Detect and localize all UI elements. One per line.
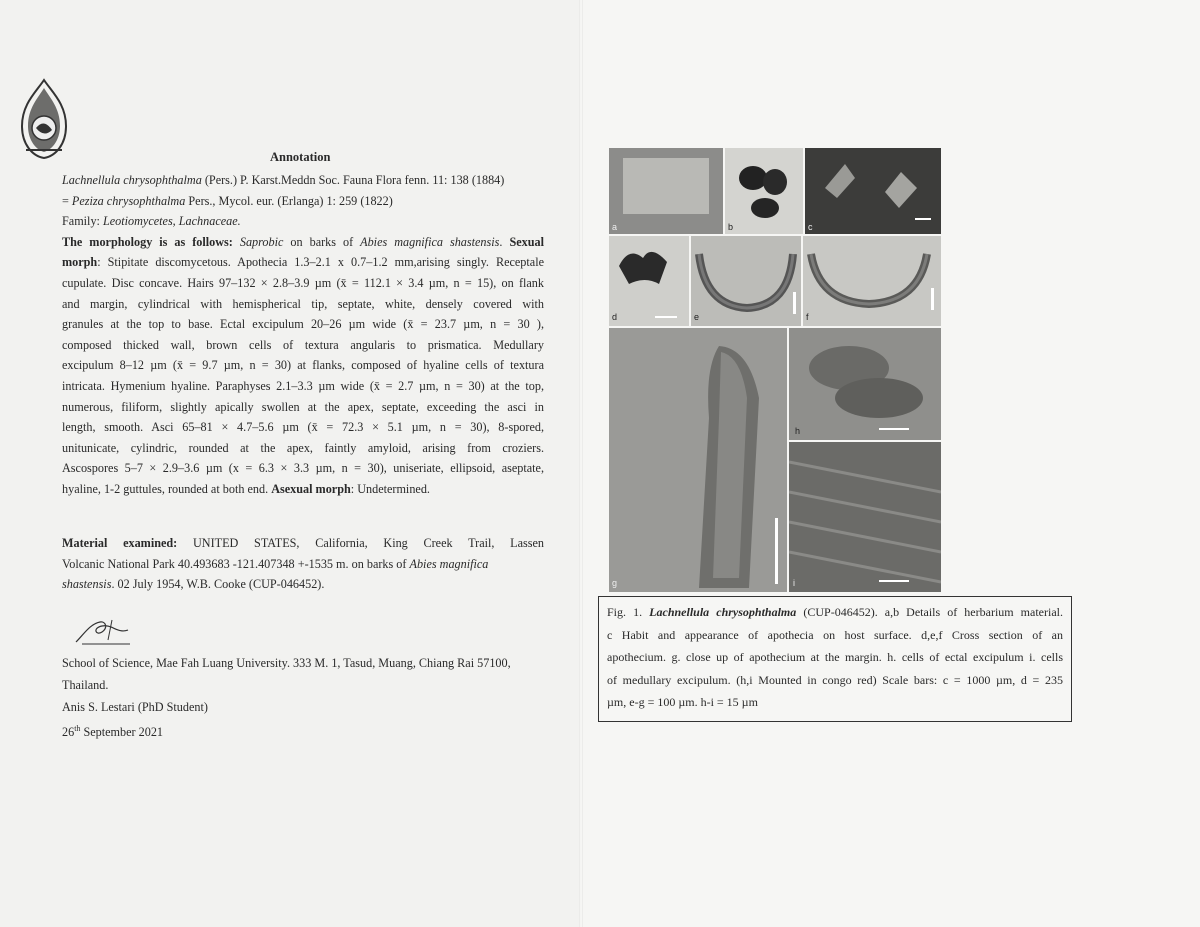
text-line: shastensis. 02 July 1954, W.B. Cooke (CUP-046452).: [62, 577, 325, 592]
panel-label: e: [694, 312, 700, 322]
panel-label: f: [806, 312, 809, 322]
caption-line: of medullary excipulum. (h,i Mounted in congo red) Scale bars: c = 1000 µm, d = 235: [607, 672, 1063, 687]
panel-label: b: [728, 222, 734, 232]
panel-d-section: [609, 236, 689, 326]
section-image: [803, 236, 941, 326]
address-line: School of Science, Mae Fah Luang University. 333 M. 1, Tasud, Muang, Chiang Rai 57100,: [62, 656, 511, 670]
date: 26th September 2021: [62, 724, 164, 740]
panel-label: h: [795, 426, 801, 436]
panel-f-section: [803, 236, 941, 326]
text-line: Material examined: UNITED STATES, California, King Creek Trail, Lassen: [62, 536, 544, 550]
text-line: cupulate. Disc concave. Hairs 97–132 × 2.8–3.9 µm (x̄ = 112.1 × 3.4 µm, n = 15), on flank: [62, 275, 544, 290]
panel-a-herbarium: [609, 148, 723, 234]
text-line: Family: Leotiomycetes, Lachnaceae.: [62, 214, 241, 229]
panel-label: c: [808, 222, 813, 232]
text-line: intricata. Hymenium hyaline. Paraphyses 2.1–3.3 µm wide (x̄ = 2.7 µm, n = 30) at the top,: [62, 378, 544, 393]
text-line: numerous, filiform, slightly apically swollen at the apex, septate, exceeding the asci in: [62, 399, 544, 414]
apothecia-image: [805, 148, 941, 234]
caption-line: µm, e-g = 100 µm. h-i = 15 µm: [607, 695, 758, 709]
panel-e-section: [691, 236, 801, 326]
address-line: Thailand.: [62, 678, 109, 692]
text-line: The morphology is as follows: Saprobic on barks of Abies magnifica shastensis. Sexual: [62, 234, 544, 249]
page-fold: [579, 0, 583, 927]
panel-label: d: [612, 312, 618, 322]
section-image: [609, 236, 689, 326]
panel-label: a: [612, 222, 618, 232]
caption-line: apothecium. g. close up of apothecium at the margin. h. cells of ectal excipulum i. cells: [607, 650, 1063, 664]
text-line: Lachnellula chrysophthalma (Pers.) P. Karst.Meddn Soc. Fauna Flora fenn. 11: 138 (1884): [62, 173, 505, 187]
annotation-title: Annotation: [270, 150, 331, 164]
university-seal-icon: [18, 78, 70, 160]
author-name: Anis S. Lestari (PhD Student): [62, 700, 208, 714]
text-line: morph: Stipitate discomycetous. Apothecia 1.3–2.1 x 0.7–1.2 mm,arising singly. Receptale: [62, 255, 544, 270]
text-line: Volcanic National Park 40.493683 -121.407348 +-1535 m. on barks of Abies magnifica: [62, 556, 489, 571]
author-block: [62, 652, 544, 743]
text-line: composed thicked wall, brown cells of textura angularis to prismatica. Medullary: [62, 337, 544, 352]
section-image: [691, 236, 801, 326]
signature-mark: [72, 614, 134, 648]
cells-image: [789, 442, 941, 592]
text-line: Ascospores 5–7 × 2.9–3.6 µm (x = 6.3 × 3.3 µm, n = 30), uniseriate, ellipsoid, aseptate,: [62, 461, 544, 476]
panel-label: g: [612, 578, 618, 588]
morphology-text: [62, 170, 544, 500]
figure-caption: [598, 596, 1072, 722]
material-examined: [62, 533, 544, 595]
cells-image: [789, 328, 941, 440]
panel-g-margin: [609, 328, 787, 592]
specimen-image: [725, 148, 803, 234]
text-line: length, smooth. Asci 65–81 × 4.7–5.6 µm (x̄ = 72.3 × 5.1 µm, n = 30), 8-spored,: [62, 420, 544, 435]
caption-line: c Habit and appearance of apothecia on host surface. d,e,f Cross section of an: [607, 627, 1063, 642]
text-line: granules at the top to base. Ectal excipulum 20–26 µm wide (x̄ = 23.7 µm, n = 30 ),: [62, 317, 544, 332]
herbarium-label: [623, 158, 709, 214]
margin-image: [609, 328, 787, 592]
panel-c-apothecia: [805, 148, 941, 234]
panel-label: i: [793, 578, 795, 588]
text-line: excipulum 8–12 µm (x̄ = 9.7 µm, n = 30) at flanks, composed of hyaline cells of textura: [62, 358, 544, 373]
text-line: hyaline, 1-2 guttules, rounded at both end. Asexual morph: Undetermined.: [62, 481, 430, 496]
panel-b-herbarium: [725, 148, 803, 234]
caption-line: Fig. 1. Lachnellula chrysophthalma (CUP-046452). a,b Details of herbarium material.: [607, 605, 1063, 619]
text-line: unitunicate, cylindric, rounded at the apex, faintly amyloid, arising from croziers.: [62, 440, 544, 455]
panel-i-medullary-cells: [789, 442, 941, 592]
panel-h-ectal-cells: [789, 328, 941, 440]
text-line: = Peziza chrysophthalma Pers., Mycol. eur. (Erlanga) 1: 259 (1822): [62, 193, 393, 208]
text-line: and margin, cylindrical with hemispherical tip, septate, white, densely covered with: [62, 296, 544, 311]
